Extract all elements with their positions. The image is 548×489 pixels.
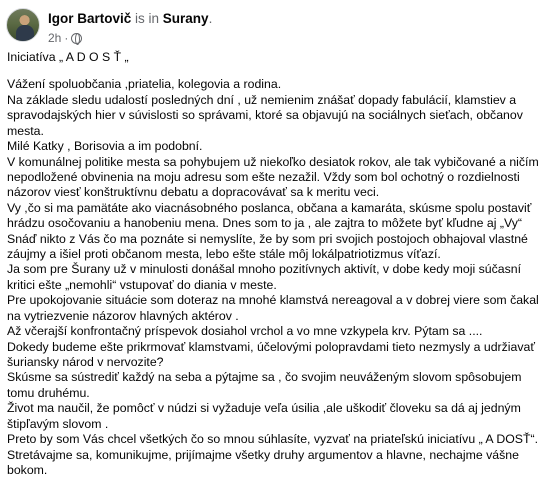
separator-dot: ·	[64, 31, 69, 45]
post-header	[6, 8, 212, 48]
post-paragraph: Skúsme sa sústrediť každý na seba a pýtajme sa , čo svojim neuváženým slovom spôsobujem tomu druhému.	[7, 370, 522, 400]
post-meta	[48, 11, 212, 45]
post-paragraph: Vážení spoluobčania ,priatelia, kolegovia a rodina.	[7, 77, 282, 92]
post-paragraph: Na základe sledu udalostí posledných dní , už nemienim znášať dopady fabulácií, klamstiev a spravodajských hier v súvislosti so správami, ktoré sa objavujú na sociálnych sieťach, občanov mesta.	[7, 92, 523, 138]
post-paragraph: Ja som pre Šurany už v minulosti donášal mnoho pozitívnych aktivít, v dobe kedy moji súčasní kritici ešte „nemohli“ vstupovať do diania v meste.	[7, 262, 521, 292]
post-paragraph: Pre upokojovanie situácie som doteraz na mnohé klamstvá nereagoval a v dobrej viere som čakal na vytriezvenie názorov hlavných aktérov .	[7, 293, 539, 323]
post-paragraph: Vy ,čo si ma pamätáte ako viacnásobného poslanca, občana a kamaráta, skúsme spolu postaviť hrádzu osočovaniu a hanobeniu mena. Dnes som to ja , ale zajtra to môžete byť kľudne aj „Vy“ Snáď nikto z Vás čo ma poznáte si nemyslíte, že by som pri svojich postojoch obhajoval vlastné záujmy a išiel proti občanom mesta, lebo ešte stále môj lokálpatriotizmus víťazí.	[7, 200, 532, 262]
post-paragraph: Preto by som Vás chcel všetkých čo so mnou súhlasíte, vyzvať na priateľskú iniciatívu „ A DOSŤ“.	[7, 432, 539, 447]
post-paragraph: Život ma naučil, že pomôcť v núdzi si vyžaduje veľa úsilia ,ale uškodiť človeku sa dá aj jedným štipľavým slovom .	[7, 401, 521, 431]
post-paragraph: V komunálnej politike mesta sa pohybujem už niekoľko desiatok rokov, ale tak vybičované a ničím nepodložené obvinenia na moju adresu som ešte nezažil. Vždy som bol ochotný o rozdielnosti názorov viesť konštruktívnu debatu a dopracovávať sa k meritu veci.	[7, 154, 539, 200]
post-paragraph: Dokedy budeme ešte prikrmovať klamstvami, účelovými polopravdami tieto nezmysly a udržiavať šuriansky národ v nervozite?	[7, 339, 535, 370]
post-text	[7, 50, 541, 478]
place-suffix: .	[208, 11, 213, 26]
post-title: Iniciatíva „ A D O S Ť „	[7, 50, 129, 64]
post-subline	[48, 31, 212, 45]
post-timestamp[interactable]: 2h	[48, 31, 62, 45]
post-paragraph: Až včerajší konfrontačný príspevok dosiahol vrchol a vo mne vzkypela krv. Pýtam sa ....	[7, 324, 483, 339]
author-name[interactable]: Igor Bartovič	[48, 11, 132, 26]
post-paragraph: Stretávajme sa, komunikujme, prijímajme všetky druhy argumentov a hlavne, nechajme vášne bokom.	[7, 447, 519, 477]
location-link[interactable]: Surany	[162, 11, 209, 26]
post-paragraph: Milé Katky , Borisovia a im podobní.	[7, 139, 203, 154]
is-in-text: is in	[131, 11, 163, 26]
author-line	[48, 11, 212, 27]
avatar[interactable]	[6, 8, 40, 42]
globe-icon[interactable]	[71, 33, 82, 44]
